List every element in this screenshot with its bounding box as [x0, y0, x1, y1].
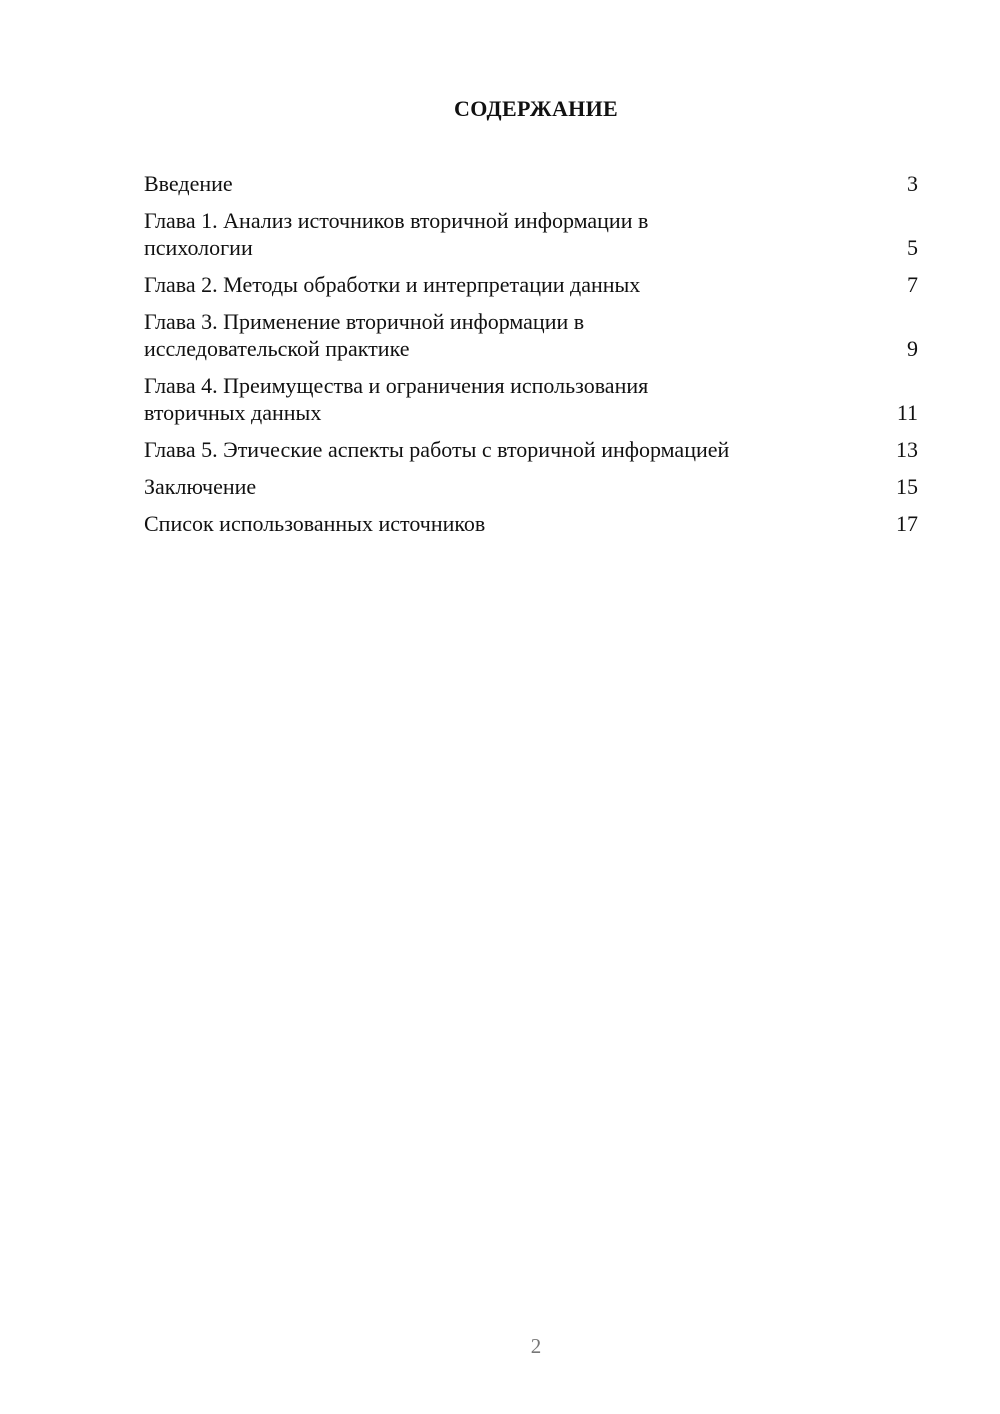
toc-entry-label: Глава 5. Этические аспекты работы с вторичной информацией — [144, 437, 730, 462]
toc-entry-page: 11 — [896, 400, 918, 425]
toc-entry-label: Глава 2. Методы обработки и интерпретации данных — [144, 272, 641, 297]
toc-entry-chapter-5[interactable] — [144, 436, 918, 463]
page-title: СОДЕРЖАНИЕ — [454, 96, 618, 121]
toc-entry-label: Введение — [144, 171, 233, 196]
toc-entry-label: Глава 1. Анализ источников вторичной информации в психологии — [144, 208, 649, 260]
toc-entry-references[interactable] — [144, 510, 918, 537]
toc-entry-chapter-3[interactable] — [144, 308, 918, 362]
toc-entry-chapter-1[interactable] — [144, 207, 918, 261]
toc-entry-label: Список использованных источников — [144, 511, 486, 536]
toc-entry-introduction[interactable] — [144, 170, 918, 197]
toc-entry-page: 13 — [896, 437, 918, 462]
toc-entry-label: Глава 3. Применение вторичной информации в исследовательской практике — [144, 309, 585, 361]
toc-entry-page: 5 — [907, 235, 918, 260]
page-number: 2 — [530, 1334, 542, 1358]
toc-entry-page: 7 — [907, 272, 918, 297]
toc-entry-chapter-2[interactable] — [144, 271, 918, 298]
toc-entry-page: 3 — [907, 171, 918, 196]
toc-entry-page: 15 — [896, 474, 918, 499]
table-of-contents — [144, 170, 918, 547]
toc-entry-label: Заключение — [144, 474, 257, 499]
toc-entry-page: 9 — [907, 336, 918, 361]
toc-entry-chapter-4[interactable] — [144, 372, 918, 426]
toc-entry-conclusion[interactable] — [144, 473, 918, 500]
toc-entry-label: Глава 4. Преимущества и ограничения использования вторичных данных — [144, 373, 649, 425]
toc-entry-page: 17 — [896, 511, 918, 536]
